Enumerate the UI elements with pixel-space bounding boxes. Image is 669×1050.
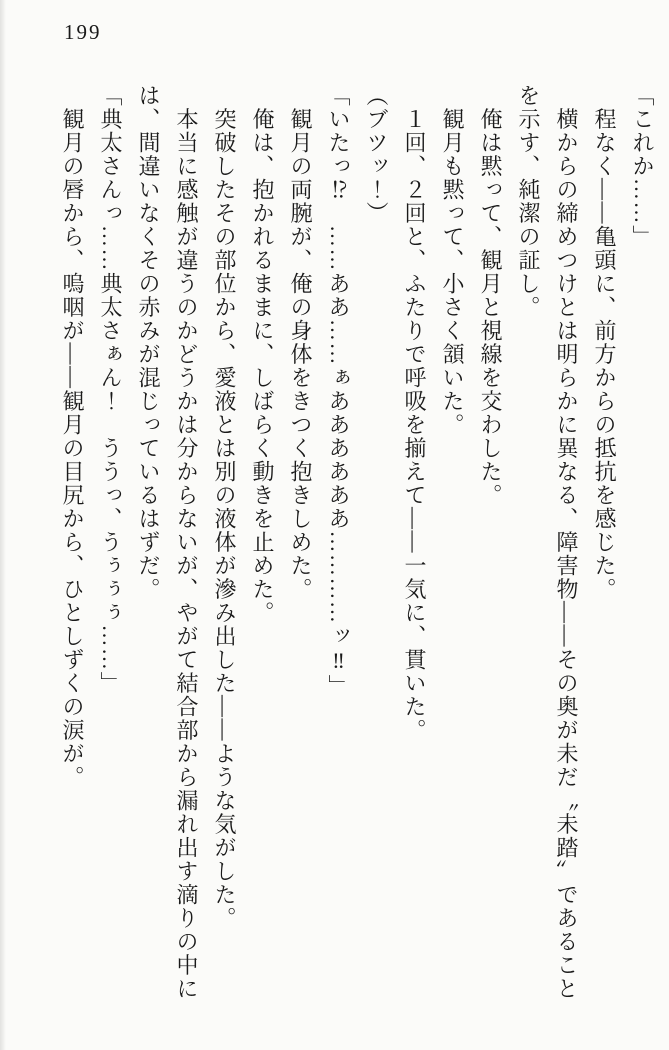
paragraph: 俺は、抱かれるままに、しばらく動きを止めた。 [250, 84, 275, 625]
paragraph: 程なく――亀頭に、前方からの抵抗を感じた。 [592, 84, 617, 601]
paragraph-dialogue: 「典太さんっ……典太さぁん！ ううっ、うぅぅぅ……」 [98, 84, 123, 695]
paragraph: 観月の両腕が、俺の身体をきつく抱きしめた。 [288, 84, 313, 601]
page-number: 199 [64, 20, 102, 44]
paragraph: １回、２回と、ふたりで呼吸を揃えて――一気に、貫いた。 [402, 84, 427, 742]
paragraph: 観月の唇から、嗚咽が――観月の目尻から、ひとしずくの涙が。 [60, 84, 85, 789]
paragraph: 横からの締めつけとは明らかに異なる、障害物――その奥が未だ〝未踏〟であることを示す、純潔の証し。 [516, 84, 579, 1001]
paragraph: 観月も黙って、小さく頷いた。 [440, 84, 465, 437]
text-area [53, 84, 661, 1004]
paragraph-dialogue: 「これか……」 [630, 84, 655, 249]
paragraph: 突破したその部位から、愛液とは別の液体が滲み出した――ような気がした。 [212, 84, 237, 930]
paragraph: 本当に感触が違うのかどうかは分からないが、やがて結合部から漏れ出す滴りの中には、間違いなくその赤みが混じっているはずだ。 [136, 84, 199, 1001]
paragraph-sound-effect: （ブツッ！） [364, 84, 389, 225]
paragraph-dialogue: 「いたっ⁉ ……ああ……ぁああああああ…………ッ‼」 [326, 84, 351, 698]
paragraph: 俺は黙って、観月と視線を交わした。 [478, 84, 503, 507]
